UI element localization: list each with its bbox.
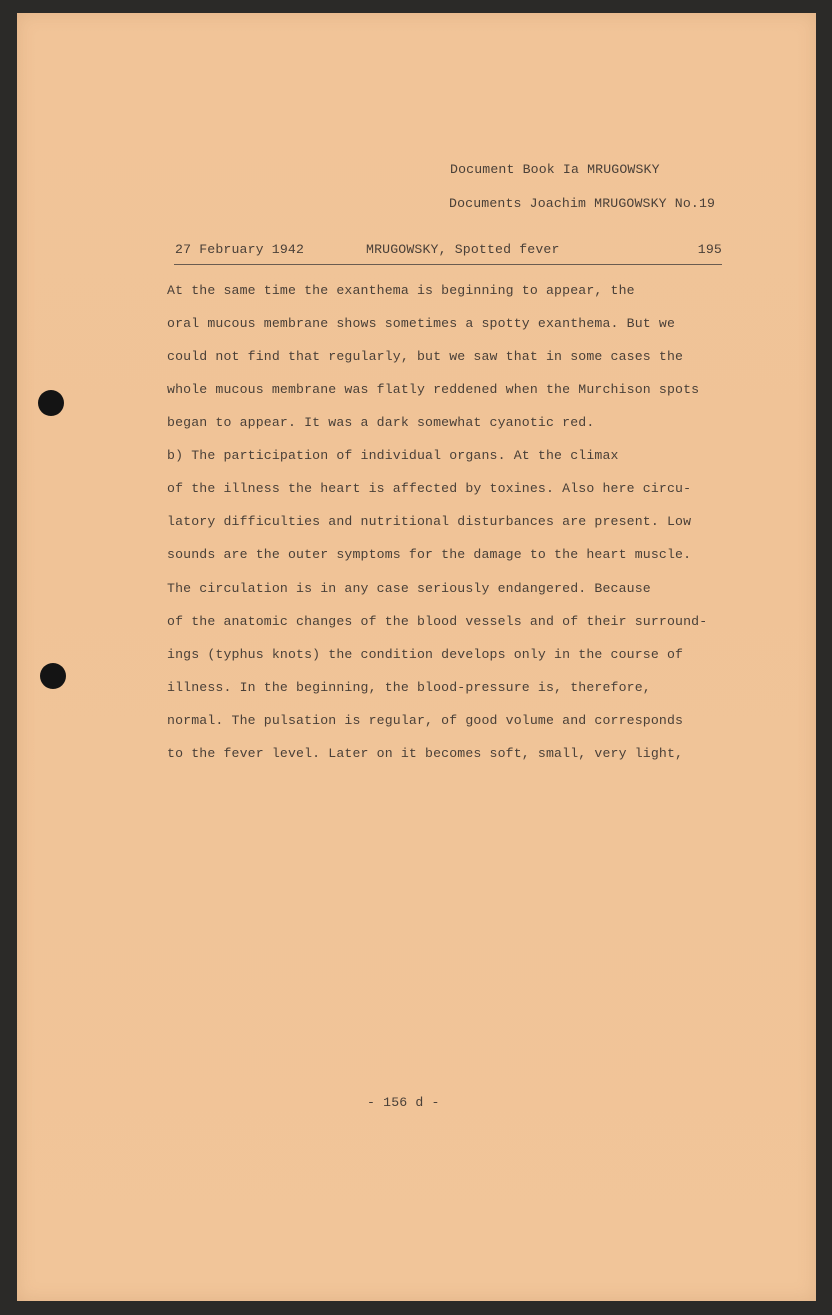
body-line: b) The participation of individual organs. At the climax: [167, 448, 619, 463]
header-page-number: 195: [697, 242, 722, 257]
punch-hole: [40, 663, 66, 689]
body-line: normal. The pulsation is regular, of good volume and corresponds: [167, 713, 684, 728]
body-line: of the anatomic changes of the blood vessels and of their surround-: [167, 614, 708, 629]
body-line: began to appear. It was a dark somewhat cyanotic red.: [167, 415, 595, 430]
header-date: 27 February 1942: [175, 242, 305, 257]
punch-hole: [38, 390, 64, 416]
body-line: sounds are the outer symptoms for the damage to the heart muscle.: [167, 547, 692, 562]
body-line: illness. In the beginning, the blood-pressure is, therefore,: [167, 680, 651, 695]
document-book-reference: Document Book Ia MRUGOWSKY: [450, 162, 660, 177]
body-line: oral mucous membrane shows sometimes a spotty exanthema. But we: [167, 316, 676, 331]
body-line: whole mucous membrane was flatly reddened when the Murchison spots: [167, 382, 700, 397]
body-line: to the fever level. Later on it becomes soft, small, very light,: [167, 746, 684, 761]
body-line: latory difficulties and nutritional disturbances are present. Low: [167, 514, 692, 529]
document-number-reference: Documents Joachim MRUGOWSKY No.19: [449, 196, 716, 211]
page-header: [174, 242, 722, 265]
body-line: The circulation is in any case seriously endangered. Because: [167, 581, 651, 596]
body-line: ings (typhus knots) the condition develops only in the course of: [167, 647, 684, 662]
page-footer-number: - 156 d -: [367, 1095, 440, 1110]
body-line: could not find that regularly, but we saw that in some cases the: [167, 349, 684, 364]
header-subject: MRUGOWSKY, Spotted fever: [366, 242, 560, 257]
document-page: [17, 13, 816, 1301]
body-line: of the illness the heart is affected by toxines. Also here circu-: [167, 481, 692, 496]
body-line: At the same time the exanthema is beginning to appear, the: [167, 283, 635, 298]
